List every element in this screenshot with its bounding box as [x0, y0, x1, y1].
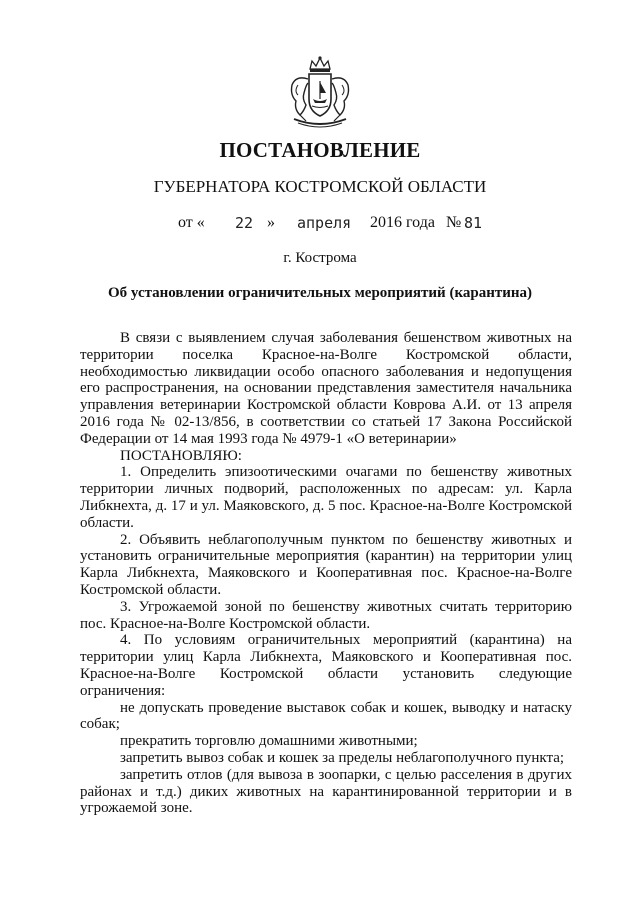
item-3-paragraph: 3. Угрожаемой зоной по бешенству животных считать территорию пос. Красное-на-Волге Костромской области. [80, 598, 572, 632]
decree-word: ПОСТАНОВЛЯЮ: [120, 447, 242, 464]
date-line [0, 214, 640, 238]
date-prefix: от « [178, 214, 205, 231]
document-title: ПОСТАНОВЛЕНИЕ [219, 138, 421, 162]
restriction-3: запретить вывоз собак и кошек за пределы неблагополучного пункта; [120, 749, 565, 766]
coat-of-arms-icon [286, 55, 354, 131]
date-close-quote: » [267, 214, 275, 231]
item-1-paragraph: 1. Определить эпизоотическими очагами по бешенству животных территории личных подворий, расположенных по адресам: ул. Карла Либкнехта, д. 17 и ул. Маяковского, д. 5 пос. Красное-на-Волге Костромской области. [80, 464, 572, 531]
date-day: 22 [235, 214, 254, 232]
document-issuer: ГУБЕРНАТОРА КОСТРОМСКОЙ ОБЛАСТИ [153, 177, 487, 196]
restriction-2: прекратить торговлю домашними животными; [120, 733, 418, 750]
restriction-1: не допускать проведение выставок собак и кошек, выводку и натаску собак; [80, 699, 572, 733]
date-year: 2016 года [370, 214, 435, 231]
date-month: апреля [297, 214, 352, 232]
document-heading: Об установлении ограничительных мероприятий (карантина) [107, 285, 532, 301]
item-2-paragraph: 2. Объявить неблагополучным пунктом по бешенству животных и установить ограничительные мероприятия (карантин) на территории улиц Карла Либкнехта, Маяковского и Кооперативная пос. Красное-на-Волге Костромской области. [80, 531, 572, 598]
document-body [80, 330, 572, 817]
document-number: 81 [464, 214, 483, 232]
number-label: № [446, 214, 462, 231]
preamble-paragraph: В связи с выявлением случая заболевания бешенством животных на территории поселка Красное-на-Волге Костромской области, необходимостью ликвидации особо опасного заболевания и недопущения его распространения, на основании представления заместителя начальника управления ветеринарии Костромской области Коврова А.И. от 13 апреля 2016 года № 02-13/856, в соответствии со статьей 17 Закона Российской Федерации от 14 мая 1993 года № 4979-1 «О ветеринарии» [80, 330, 572, 447]
item-4-paragraph: 4. По условиям ограничительных мероприятий (карантина) на территории улиц Карла Либкнехта, Маяковского и Кооперативная пос. Красное-на-Волге Костромской области установить следующие ограничения: [80, 632, 572, 699]
restriction-4: запретить отлов (для вывоза в зоопарки, с целью расселения в других районах и т.д.) диких животных на карантинированной территории и в угрожаемой зоне. [80, 766, 572, 817]
city: г. Кострома [283, 250, 357, 266]
